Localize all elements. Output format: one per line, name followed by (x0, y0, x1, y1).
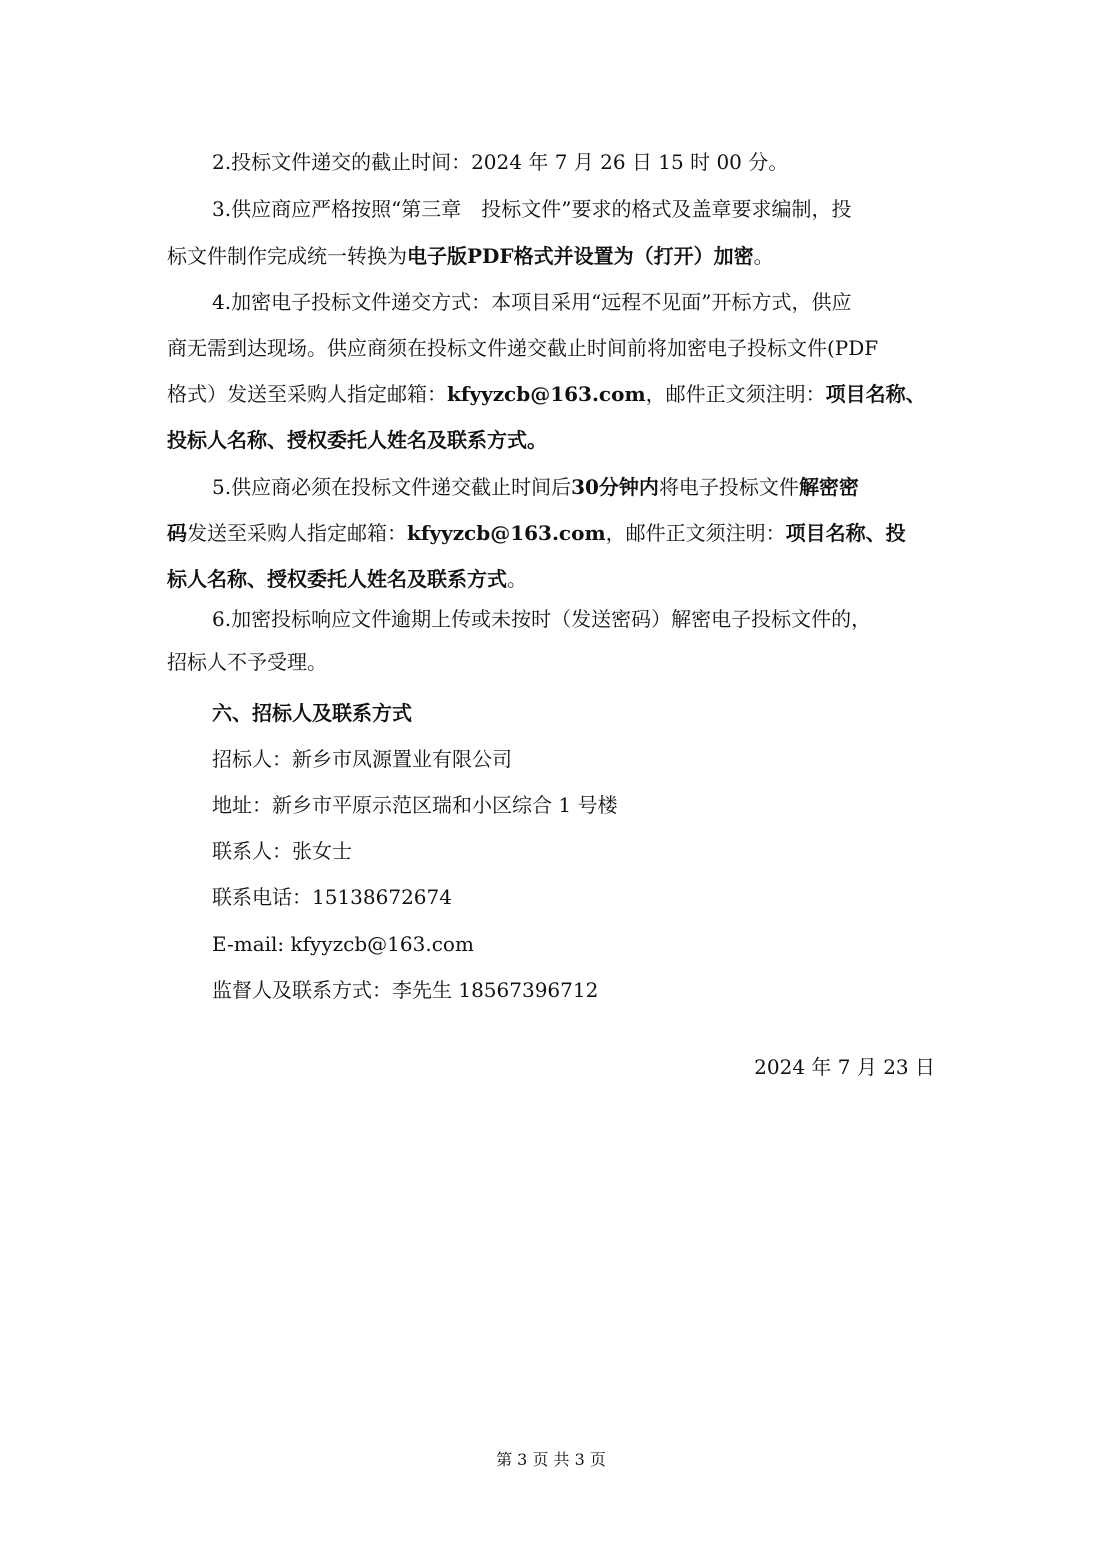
item-5-text-1a: 5.供应商必须在投标文件递交截止时间后 (212, 475, 572, 499)
tenderer-line (0, 743, 1102, 775)
section-heading: 六、招标人及联系方式 (212, 701, 412, 725)
item-5-text-2b: 发送至采购人指定邮箱： (187, 521, 407, 545)
item-5-text-3b: 。 (507, 567, 527, 591)
item-4-line-4 (0, 424, 1102, 456)
page-footer: 第 3 页 共 3 页 (496, 1450, 606, 1469)
item-3-text-2a: 标文件制作完成统一转换为 (167, 244, 407, 268)
item-4-text-3a: 格式）发送至采购人指定邮箱： (167, 382, 447, 406)
document-date: 2024 年 7 月 23 日 (754, 1055, 935, 1079)
section-heading-line (0, 697, 1102, 729)
supervisor-line (0, 974, 1102, 1006)
supervisor-text: 监督人及联系方式：李先生 18567396712 (212, 978, 599, 1002)
item-3-text-2b: 电子版PDF格式并设置为（打开）加密 (407, 244, 754, 268)
item-5-text-1b: 30分钟内 (571, 475, 659, 499)
item-5-text-2e: 项目名称、投 (785, 521, 906, 545)
item-3-line-1 (0, 193, 1102, 225)
item-5-text-2d: ，邮件正文须注明： (605, 521, 786, 545)
item-4-text-1: 4.加密电子投标文件递交方式：本项目采用“远程不见面”开标方式，供应 (212, 290, 852, 314)
date-line (0, 1051, 1102, 1083)
item-4-text-2: 商无需到达现场。供应商须在投标文件递交截止时间前将加密电子投标文件(PDF (167, 336, 879, 360)
contact-person-text: 联系人：张女士 (212, 839, 352, 863)
item-5-text-1d: 解密密 (798, 475, 859, 499)
item-4-line-1 (0, 286, 1102, 318)
item-5-text-2a: 码 (167, 521, 187, 545)
item-4-text-3c: ，邮件正文须注明： (645, 382, 826, 406)
phone-line (0, 881, 1102, 913)
item-2-line-1 (0, 146, 1102, 178)
item-5-email: kfyyzcb@163.com (407, 521, 606, 545)
phone-text: 联系电话：15138672674 (212, 885, 452, 909)
item-3-text-2c: 。 (753, 244, 774, 268)
item-4-text-3d: 项目名称、 (825, 382, 926, 406)
address-line (0, 789, 1102, 821)
item-6-line-1 (0, 603, 1102, 635)
email-line (0, 928, 1102, 960)
contact-person-line (0, 835, 1102, 867)
item-5-text-1c: 将电子投标文件 (658, 475, 799, 499)
item-5-line-3 (0, 563, 1102, 595)
item-4-line-3 (0, 378, 1102, 410)
item-6-text-2: 招标人不予受理。 (167, 650, 327, 674)
email-text: E-mail: kfyyzcb@163.com (212, 932, 474, 956)
item-5-line-1 (0, 471, 1102, 503)
tenderer-text: 招标人：新乡市凤源置业有限公司 (212, 747, 512, 771)
item-5-line-2 (0, 517, 1102, 549)
item-4-text-4: 投标人名称、授权委托人姓名及联系方式。 (167, 428, 547, 452)
address-text: 地址：新乡市平原示范区瑞和小区综合 1 号楼 (212, 793, 618, 817)
item-4-line-2 (0, 332, 1102, 364)
item-2-text: 2.投标文件递交的截止时间：2024 年 7 月 26 日 15 时 00 分。 (212, 150, 789, 174)
item-4-email: kfyyzcb@163.com (447, 382, 646, 406)
item-6-line-2 (0, 646, 1102, 678)
item-6-text-1: 6.加密投标响应文件逾期上传或未按时（发送密码）解密电子投标文件的， (212, 607, 872, 631)
item-3-line-2 (0, 240, 1102, 272)
item-5-text-3a: 标人名称、授权委托人姓名及联系方式 (167, 567, 507, 591)
item-3-text-1: 3.供应商应严格按照“第三章 投标文件”要求的格式及盖章要求编制，投 (212, 197, 852, 221)
